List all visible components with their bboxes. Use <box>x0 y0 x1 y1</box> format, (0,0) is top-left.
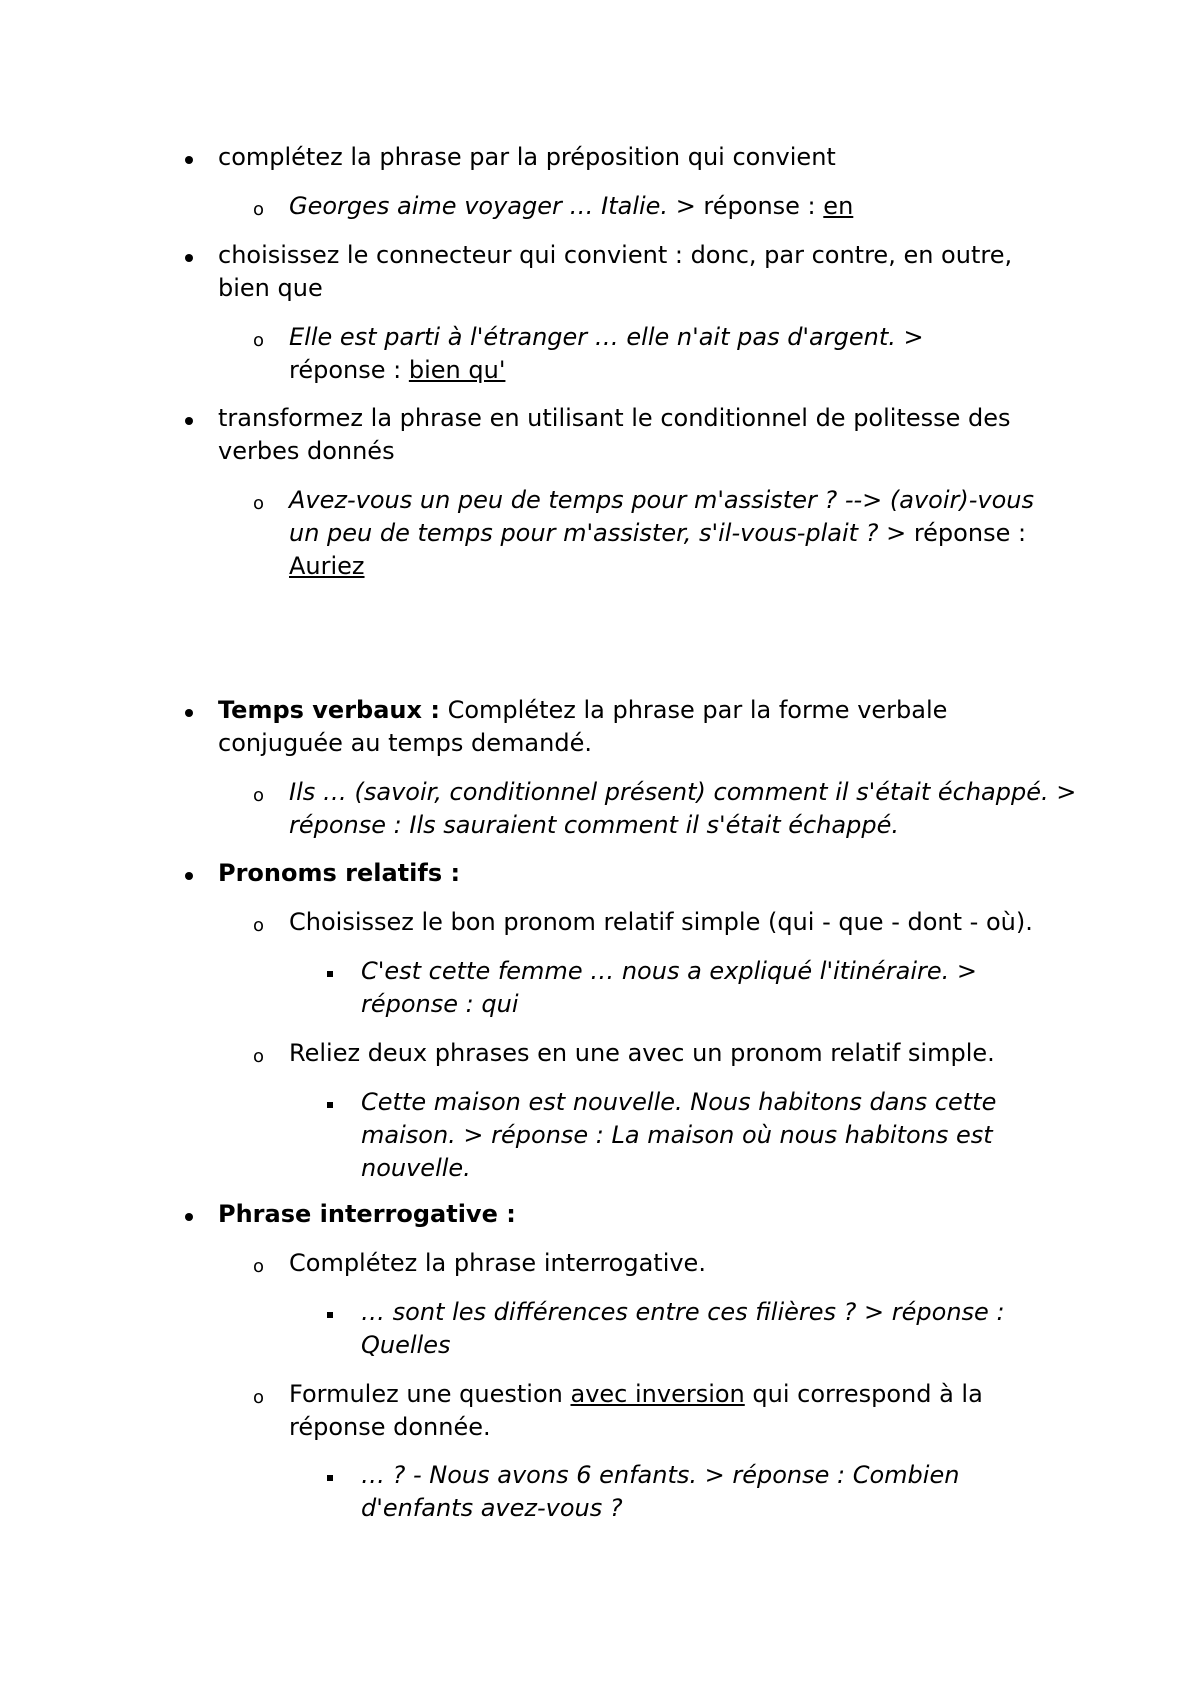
list-item <box>218 857 1048 890</box>
example-text: C'est cette femme … nous a expliqué l'itinéraire. > réponse : qui <box>361 957 978 1018</box>
example-text: … sont les différences entre ces filières ? > réponse : Quelles <box>361 1298 1005 1359</box>
example-text: Georges aime voyager … Italie. <box>289 192 669 220</box>
example-text: Elle est parti à l'étranger … elle n'ait pas d'argent. > <box>289 323 924 351</box>
example-text: … ? - Nous avons 6 enfants. > réponse : Combien d'enfants avez-vous ? <box>361 1461 960 1522</box>
square-bullet-icon <box>327 1475 333 1481</box>
bullet-icon <box>185 254 193 262</box>
bullet-icon <box>185 1213 193 1221</box>
list-item <box>289 1247 1089 1280</box>
example-text: Ils … (savoir, conditionnel présent) comment il s'était échappé. > réponse : Ils sauraient comment il s'était échappé. <box>289 778 1077 839</box>
list-item <box>218 239 1048 305</box>
instruction-text: Formulez une question <box>289 1380 563 1408</box>
underlined-text: avec inversion <box>570 1380 745 1408</box>
list-item <box>218 694 1048 760</box>
list-item <box>218 1198 1048 1231</box>
answer-text: Auriez <box>289 552 365 580</box>
instruction-text: Reliez deux phrases en une avec un pronom relatif simple. <box>289 1039 995 1067</box>
example-text: Cette maison est nouvelle. Nous habitons dans cette maison. > réponse : La maison où nous habitons est nouvelle. <box>361 1088 997 1182</box>
instruction-text: qui correspond à la réponse donnée. <box>289 1380 983 1441</box>
list-item <box>289 1037 1089 1070</box>
list-item <box>361 1296 1041 1362</box>
circle-bullet-icon: o <box>253 915 265 936</box>
list-item <box>289 484 1069 583</box>
list-item <box>289 190 1049 223</box>
list-item <box>218 141 1048 174</box>
answer-text: bien qu' <box>408 356 506 384</box>
instruction-text: Complétez la phrase par la forme verbale conjuguée au temps demandé. <box>218 696 948 757</box>
list-item <box>289 906 1089 939</box>
answer-label: > réponse : <box>675 192 816 220</box>
answer-label: réponse : <box>289 356 402 384</box>
circle-bullet-icon: o <box>253 199 265 220</box>
square-bullet-icon <box>327 1102 333 1108</box>
instruction-text: choisissez le connecteur qui convient : donc, par contre, en outre, bien que <box>218 241 1013 302</box>
circle-bullet-icon: o <box>253 493 265 514</box>
answer-text: en <box>823 192 854 220</box>
example-text: Avez-vous un peu de temps pour m'assister ? --> (avoir)-vous un peu de temps pour m'assister, s'il-vous-plait ? > <box>289 486 1035 547</box>
list-item <box>289 321 989 387</box>
bullet-icon <box>185 709 193 717</box>
list-item <box>289 776 1089 842</box>
circle-bullet-icon: o <box>253 1046 265 1067</box>
bullet-icon <box>185 417 193 425</box>
circle-bullet-icon: o <box>253 330 265 351</box>
bullet-icon <box>185 156 193 164</box>
instruction-text: Complétez la phrase interrogative. <box>289 1249 706 1277</box>
section-heading: Temps verbaux : <box>218 696 440 724</box>
list-item <box>289 1378 1029 1444</box>
instruction-text: Choisissez le bon pronom relatif simple (qui - que - dont - où). <box>289 908 1033 936</box>
section-heading: Phrase interrogative : <box>218 1200 516 1228</box>
list-item <box>361 1459 1021 1525</box>
instruction-text: transformez la phrase en utilisant le conditionnel de politesse des verbes donnés <box>218 404 1011 465</box>
instruction-text: complétez la phrase par la préposition qui convient <box>218 143 836 171</box>
list-item <box>218 402 1048 468</box>
answer-label: réponse : <box>913 519 1027 547</box>
bullet-icon <box>185 872 193 880</box>
list-item <box>361 1086 1021 1185</box>
section-heading: Pronoms relatifs : <box>218 859 461 887</box>
circle-bullet-icon: o <box>253 1387 265 1408</box>
square-bullet-icon <box>327 971 333 977</box>
circle-bullet-icon: o <box>253 785 265 806</box>
square-bullet-icon <box>327 1312 333 1318</box>
circle-bullet-icon: o <box>253 1256 265 1277</box>
list-item <box>361 955 1021 1021</box>
